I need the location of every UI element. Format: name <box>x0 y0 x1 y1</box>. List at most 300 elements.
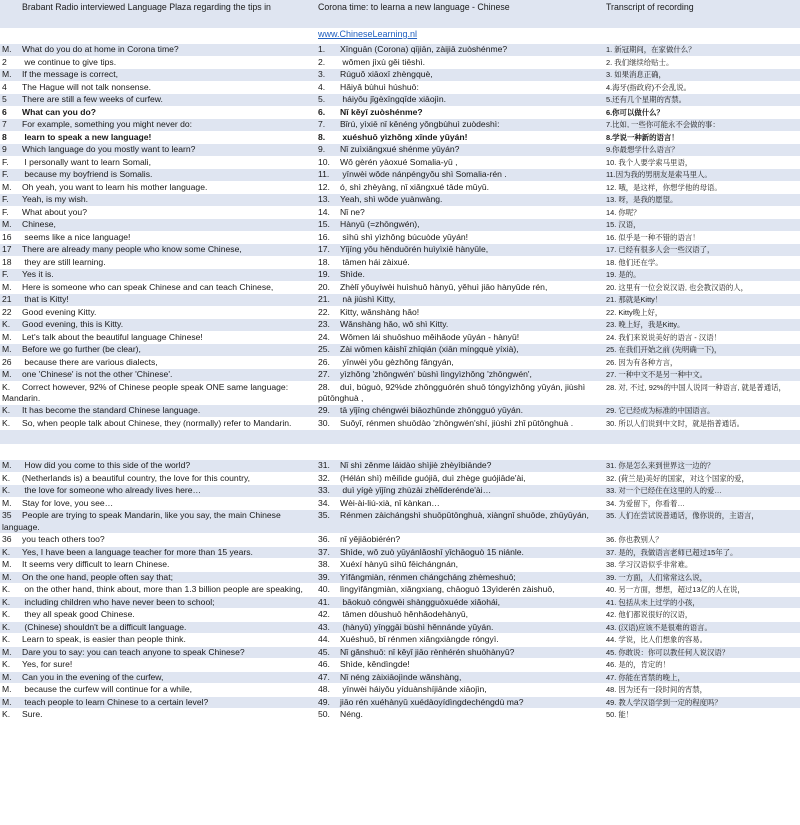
speaker-label: 22 <box>2 306 12 317</box>
pinyin-text: (Hélán shì) měilìde guójiā, duì zhège guójiāde'ài, <box>340 472 526 483</box>
chinese-cell: 20. 这里有一位会说汉语, 也会教汉语的人， <box>602 281 800 294</box>
table-row <box>0 659 800 672</box>
speaker-label: 4 <box>2 81 7 92</box>
english-text: The Hague will not talk nonsense. <box>22 81 151 92</box>
table-row <box>0 331 800 344</box>
line-number: 35. <box>318 510 330 521</box>
pinyin-cell <box>312 684 602 697</box>
chinese-cell: 48. 因为还有一段时间的宵禁， <box>602 684 800 697</box>
pinyin-cell <box>312 231 602 244</box>
english-text: we continue to give tips. <box>22 56 117 67</box>
line-number: 21. <box>318 294 330 304</box>
pinyin-cell <box>312 596 602 609</box>
pinyin-cell <box>312 319 602 332</box>
chinese-cell: 8.学说一种新的语言！ <box>602 131 800 144</box>
table-row <box>0 56 800 69</box>
pinyin-cell <box>312 417 602 430</box>
speaker-label: F. <box>2 194 9 204</box>
english-text: It has become the standard Chinese language. <box>22 405 201 416</box>
english-text: If the message is correct, <box>22 69 118 79</box>
english-text: On the one hand, people often say that; <box>22 571 173 582</box>
line-number: 5. <box>318 94 326 104</box>
table-row <box>0 696 800 709</box>
english-cell <box>0 281 312 294</box>
pinyin-text: háiyǒu jǐgèxīngqīde xiāojìn. <box>340 94 447 104</box>
speaker-label: K. <box>2 584 11 595</box>
english-cell <box>0 181 312 194</box>
pinyin-text: nǐ yějiāobiérén? <box>340 534 401 545</box>
pinyin-text: Nǐ zuìxiǎngxué shénme yǔyán? <box>340 144 460 154</box>
english-text: because there are various dialects, <box>22 356 158 367</box>
chinese-cell: 23. 晚上好，我是Kitty。 <box>602 319 800 332</box>
line-number: 2. <box>318 56 326 67</box>
pinyin-cell <box>312 671 602 684</box>
english-text: they are still learning. <box>22 256 106 267</box>
chinese-cell: 19. 是的。 <box>602 269 800 282</box>
pinyin-cell <box>312 534 602 547</box>
pinyin-text: sìhū shì yìzhǒng búcuòde yǔyán! <box>340 231 469 242</box>
table-row <box>0 534 800 547</box>
pinyin-text: Yǐjīng yǒu hěnduōrén huìyìxiē hànyǔle, <box>340 244 489 254</box>
pinyin-cell <box>312 69 602 82</box>
pinyin-text: tāmen dōushuō hěnhǎodehànyǔ, <box>340 609 469 620</box>
speaker-label: 18 <box>2 256 12 267</box>
pinyin-cell <box>312 181 602 194</box>
line-number: 4. <box>318 81 326 92</box>
pinyin-text: Xuéxí hànyǔ sìhū fēichángnán, <box>340 559 459 570</box>
chinese-cell: 34. 为爱留下，你看着… <box>602 497 800 510</box>
english-cell <box>0 194 312 207</box>
english-text: you teach others too? <box>22 534 105 545</box>
chinese-cell: 50. 能！ <box>602 709 800 722</box>
table-row <box>0 81 800 94</box>
pinyin-text: Yeah, shì wǒde yuànwàng. <box>340 194 443 204</box>
speaker-label: K. <box>2 596 11 607</box>
english-cell <box>0 369 312 382</box>
table-row <box>0 546 800 559</box>
pinyin-cell <box>312 81 602 94</box>
line-number: 25. <box>318 344 330 354</box>
line-number: 26. <box>318 356 330 367</box>
english-cell <box>0 609 312 622</box>
english-cell <box>0 460 312 473</box>
table-row <box>0 417 800 430</box>
line-number: 17. <box>318 244 330 254</box>
speaker-label: M. <box>2 696 12 707</box>
pinyin-text: Wǒmen lái shuōshuo měihǎode yǔyán - hànyǔ! <box>340 331 520 342</box>
speaker-label: F. <box>2 156 9 167</box>
chinese-cell: 11.因为我的男朋友是索马里人。 <box>602 169 800 182</box>
line-number: 12. <box>318 181 330 192</box>
chinese-cell: 7.比如, 一些你可能永不会做的事： <box>602 119 800 132</box>
english-cell <box>0 684 312 697</box>
table-row <box>0 131 800 144</box>
speaker-label: M. <box>2 369 12 379</box>
english-text: Learn to speak, is easier than people think. <box>22 634 186 645</box>
table-row <box>0 119 800 132</box>
speaker-label: M. <box>2 219 12 229</box>
speaker-label: 26 <box>2 356 12 367</box>
line-number: 16. <box>318 231 330 242</box>
header-chinese: Transcript of recording <box>602 0 800 29</box>
chinese-cell: 42. 他们都说很好的汉语， <box>602 609 800 622</box>
english-text: Stay for love, you see… <box>22 497 114 508</box>
table-row <box>0 497 800 510</box>
pinyin-cell <box>312 584 602 597</box>
pinyin-cell <box>312 331 602 344</box>
website-link[interactable]: www.ChineseLearning.nl <box>318 29 418 39</box>
table-row <box>0 244 800 257</box>
chinese-cell: 47. 你能在宵禁的晚上， <box>602 671 800 684</box>
line-number: 10. <box>318 156 330 167</box>
speaker-label: K. <box>2 659 11 670</box>
pinyin-cell <box>312 659 602 672</box>
pinyin-cell <box>312 169 602 182</box>
english-cell <box>0 559 312 572</box>
english-cell <box>0 331 312 344</box>
table-row <box>0 646 800 659</box>
english-text: the love for someone who already lives here… <box>22 485 202 496</box>
pinyin-text: Yìfāngmiàn, rénmen chángcháng zhèmeshuō; <box>340 571 516 582</box>
pinyin-text: Wǒ gèrén yàoxué Somalia-yǔ , <box>340 156 458 167</box>
chinese-cell: 21. 那就是Kitty！ <box>602 294 800 307</box>
pinyin-text: Zài wǒmen kāishǐ zhīqián (xiān míngquè yíxià), <box>340 344 519 354</box>
line-number: 22. <box>318 306 330 317</box>
pinyin-cell <box>312 106 602 119</box>
english-cell <box>0 169 312 182</box>
pinyin-text: Kitty, wǎnshàng hǎo! <box>340 306 420 317</box>
pinyin-cell <box>312 131 602 144</box>
line-number: 6. <box>318 106 326 117</box>
table-row <box>0 306 800 319</box>
line-number: 36. <box>318 534 330 545</box>
pinyin-cell <box>312 510 602 534</box>
speaker-label: 9 <box>2 144 7 154</box>
speaker-label: 16 <box>2 231 12 242</box>
pinyin-cell <box>312 219 602 232</box>
english-text: There are still a few weeks of curfew. <box>22 94 163 104</box>
table-row <box>0 256 800 269</box>
chinese-cell: 33. 对一个已经住在这里的人的爱… <box>602 485 800 498</box>
pinyin-cell <box>312 696 602 709</box>
speaker-label: K. <box>2 709 11 720</box>
chinese-cell: 3. 如果消息正确， <box>602 69 800 82</box>
pinyin-text: Hǎiyǎ bùhuì húshuō: <box>340 81 419 92</box>
line-number: 30. <box>318 417 330 428</box>
pinyin-text: nà jiùshì Kitty, <box>340 294 396 304</box>
speaker-label: 35 <box>2 510 12 521</box>
english-cell <box>0 244 312 257</box>
chinese-cell: 2. 我们继续给贴士。 <box>602 56 800 69</box>
line-number: 15. <box>318 219 330 229</box>
chinese-cell: 18. 他们还在学。 <box>602 256 800 269</box>
speaker-label: K. <box>2 381 11 392</box>
speaker-label: M. <box>2 671 12 682</box>
line-number: 19. <box>318 269 330 279</box>
line-number: 14. <box>318 206 330 217</box>
speaker-label: F. <box>2 169 9 179</box>
speaker-label: M. <box>2 69 12 79</box>
pinyin-text: Rénmen zàichángshì shuōpǔtōnghuà, xiàngnǐ shuōde, zhǔyǔyán, <box>340 510 589 521</box>
pinyin-cell <box>312 709 602 722</box>
line-number: 20. <box>318 281 330 292</box>
chinese-cell: 4.海牙(指政府)不会乱说。 <box>602 81 800 94</box>
url-row <box>0 29 800 44</box>
pinyin-text: Shìde, wǒ zuò yǔyánlǎoshī yǐchāoguò 15 niánle. <box>340 546 524 557</box>
header-row <box>0 0 800 29</box>
chinese-cell: 30. 所以人们说到中文时，就是指普通话。 <box>602 417 800 430</box>
table-row <box>0 69 800 82</box>
english-text: Chinese, <box>22 219 56 229</box>
pinyin-text: Nǐ kěyǐ zuòshénme? <box>340 106 423 117</box>
speaker-label: K. <box>2 621 11 632</box>
table-row <box>0 709 800 722</box>
pinyin-cell <box>312 621 602 634</box>
pinyin-cell <box>312 269 602 282</box>
line-number: 31. <box>318 460 330 471</box>
speaker-label: 5 <box>2 94 7 104</box>
speaker-label: M. <box>2 181 12 192</box>
line-number: 38. <box>318 559 330 570</box>
english-cell <box>0 56 312 69</box>
chinese-cell: 35. 人们在尝试说普通话，像你说的，主语言， <box>602 510 800 534</box>
pinyin-cell <box>312 485 602 498</box>
speaker-label: M. <box>2 684 12 695</box>
chinese-cell: 16. 似乎是一种不错的语言！ <box>602 231 800 244</box>
speaker-label: M. <box>2 44 12 54</box>
speaker-label: K. <box>2 405 11 416</box>
chinese-cell: 38. 学习汉语似乎非常难。 <box>602 559 800 572</box>
english-text: Yeah, is my wish. <box>22 194 89 204</box>
pinyin-cell <box>312 44 602 57</box>
english-cell <box>0 510 312 534</box>
speaker-label: K. <box>2 417 11 428</box>
english-cell <box>0 571 312 584</box>
english-cell <box>0 269 312 282</box>
pinyin-text: Nǐ néng zàixiāojìnde wǎnshàng, <box>340 671 462 682</box>
table-row <box>0 405 800 418</box>
chinese-cell: 24. 我们来说说美好的语言 - 汉语！ <box>602 331 800 344</box>
english-text: teach people to learn Chinese to a certain level? <box>22 696 209 707</box>
english-text: on the other hand, think about, more than 1.3 billion people are speaking, <box>22 584 303 595</box>
chinese-cell: 27. 一种中文不是另一种中文。 <box>602 369 800 382</box>
speaker-label: K. <box>2 609 11 620</box>
line-number: 42. <box>318 609 330 620</box>
english-cell <box>0 696 312 709</box>
english-cell <box>0 596 312 609</box>
table-row <box>0 671 800 684</box>
table-row <box>0 319 800 332</box>
line-number: 28. <box>318 381 330 392</box>
chinese-cell: 31. 你是怎么来到世界这一边的？ <box>602 460 800 473</box>
english-text: Here is someone who can speak Chinese and can teach Chinese, <box>22 281 274 292</box>
english-cell <box>0 659 312 672</box>
speaker-label: 17 <box>2 244 12 254</box>
english-cell <box>0 634 312 647</box>
english-cell <box>0 131 312 144</box>
table-row <box>0 194 800 207</box>
table-row <box>0 106 800 119</box>
pinyin-text: Néng. <box>340 709 363 720</box>
chinese-cell: 49. 教人学汉语学到一定的程度吗？ <box>602 696 800 709</box>
english-cell <box>0 405 312 418</box>
english-cell <box>0 546 312 559</box>
speaker-label: M. <box>2 571 12 582</box>
pinyin-cell <box>312 156 602 169</box>
english-cell <box>0 231 312 244</box>
pinyin-cell <box>312 381 602 405</box>
pinyin-text: yìzhǒng 'zhōngwén' bùshì lìngyìzhǒng 'zhōngwén', <box>340 369 532 379</box>
speaker-label: K. <box>2 546 11 557</box>
table-row <box>0 634 800 647</box>
speaker-label: K. <box>2 485 11 496</box>
english-text: What about you? <box>22 206 87 217</box>
table-row <box>0 369 800 382</box>
chinese-cell: 39. 一方面，人们常常这么说， <box>602 571 800 584</box>
pinyin-cell <box>312 206 602 219</box>
english-cell <box>0 497 312 510</box>
english-text: Good evening Kitty. <box>22 306 97 317</box>
pinyin-text: Nǐ gǎnshuō: nǐ kěyǐ jiāo rènhérén shuōhànyǔ? <box>340 646 515 657</box>
english-cell <box>0 256 312 269</box>
pinyin-cell <box>312 609 602 622</box>
table-row <box>0 472 800 485</box>
table-row <box>0 44 800 57</box>
english-cell <box>0 709 312 722</box>
speaker-label: M. <box>2 646 12 657</box>
english-text: that is Kitty! <box>22 294 69 304</box>
line-number: 48. <box>318 684 330 695</box>
pinyin-text: tāmen hái zàixué. <box>340 256 410 267</box>
chinese-cell: 44. 学说，比人们想象的容易。 <box>602 634 800 647</box>
english-text: including children who have never been to school; <box>22 596 215 607</box>
english-cell <box>0 119 312 132</box>
line-number: 1. <box>318 44 326 54</box>
line-number: 13. <box>318 194 330 204</box>
pinyin-cell <box>312 460 602 473</box>
english-cell <box>0 144 312 157</box>
speaker-label: K. <box>2 634 11 645</box>
pinyin-text: Bǐrú, yìxiē nǐ kěnéng yǒngbùhuì zuòdeshì: <box>340 119 500 129</box>
english-text: Can you in the evening of the curfew, <box>22 671 164 682</box>
pinyin-text: (hànyǔ) yīnggāi bùshì hěnnánde yǔyán. <box>340 621 494 632</box>
line-number: 29. <box>318 405 330 416</box>
table-row <box>0 181 800 194</box>
line-number: 40. <box>318 584 330 595</box>
english-text: Dare you to say: you can teach anyone to speak Chinese? <box>22 646 245 657</box>
english-text: For example, something you might never do: <box>22 119 193 129</box>
chinese-cell: 1. 新冠期间，在家做什么？ <box>602 44 800 57</box>
pinyin-cell <box>312 281 602 294</box>
pinyin-cell <box>312 256 602 269</box>
speaker-label: M. <box>2 331 12 342</box>
english-text: (Netherlands is) a beautiful country, the love for this country, <box>22 472 251 483</box>
chinese-cell: 32. (荷兰是)美好的国家，对这个国家的爱， <box>602 472 800 485</box>
pinyin-text: Xuéshuō, bǐ rénmen xiǎngxiàngde róngyì. <box>340 634 499 645</box>
chinese-cell: 41. 包括从未上过学的小孩， <box>602 596 800 609</box>
pinyin-cell <box>312 356 602 369</box>
chinese-cell: 26. 因为有各种方言， <box>602 356 800 369</box>
english-cell <box>0 319 312 332</box>
pinyin-text: Wèi-ài-liú-xià, nǐ kànkan… <box>340 497 440 508</box>
line-number: 43. <box>318 621 330 632</box>
english-cell <box>0 417 312 430</box>
chinese-cell: 17. 已经有很多人会一些汉语了， <box>602 244 800 257</box>
table-row <box>0 219 800 232</box>
chinese-cell: 36. 你也教别人？ <box>602 534 800 547</box>
english-text: It seems very difficult to learn Chinese. <box>22 559 170 570</box>
line-number: 34. <box>318 497 330 508</box>
table-row <box>0 596 800 609</box>
table-row <box>0 381 800 405</box>
pinyin-text: xuéshuō yìzhǒng xīnde yǔyán! <box>340 131 468 142</box>
english-cell <box>0 219 312 232</box>
pinyin-text: Nǐ shì zěnme láidào shìjiè zhèyìbiānde? <box>340 460 492 471</box>
english-cell <box>0 294 312 307</box>
english-text: learn to speak a new language! <box>22 131 152 142</box>
english-text: Before we go further (be clear), <box>22 344 141 354</box>
table-row <box>0 510 800 534</box>
english-text: So, when people talk about Chinese, they (normally) refer to Mandarin. <box>22 417 292 428</box>
table-row <box>0 559 800 572</box>
pinyin-cell <box>312 405 602 418</box>
pinyin-text: Hànyǔ (=zhōngwén), <box>340 219 420 229</box>
english-cell <box>0 472 312 485</box>
chinese-cell: 10. 我个人要学索马里语， <box>602 156 800 169</box>
pinyin-text: Wǎnshàng hǎo, wǒ shì Kitty. <box>340 319 449 329</box>
english-text: they all speak good Chinese. <box>22 609 135 620</box>
table-row <box>0 169 800 182</box>
english-text: What do you do at home in Corona time? <box>22 44 179 54</box>
english-text: I personally want to learn Somali, <box>22 156 151 167</box>
line-number: 27. <box>318 369 330 379</box>
english-text: Good evening, this is Kitty. <box>22 319 124 329</box>
pinyin-text: Zhèlǐ yǒuyíwèi huìshuō hànyǔ, yěhuì jiāo hànyǔde rén, <box>340 281 548 292</box>
table-row <box>0 621 800 634</box>
pinyin-cell <box>312 94 602 107</box>
speaker-label: 36 <box>2 534 12 545</box>
english-cell <box>0 534 312 547</box>
line-number: 3. <box>318 69 326 79</box>
english-text: (Chinese) shouldn't be a difficult language. <box>22 621 187 632</box>
line-number: 8. <box>318 131 326 142</box>
pinyin-cell <box>312 546 602 559</box>
line-number: 39. <box>318 571 330 582</box>
pinyin-text: tā yǐjīng chéngwéi biāozhǔnde zhōngguó yǔyán. <box>340 405 523 416</box>
chinese-cell: 12. 哦，是这样，你想学他的母语。 <box>602 181 800 194</box>
table-row <box>0 144 800 157</box>
chinese-cell: 46. 是的，肯定的！ <box>602 659 800 672</box>
table-row <box>0 206 800 219</box>
english-cell <box>0 94 312 107</box>
table-row <box>0 609 800 622</box>
english-text: Let's talk about the beautiful language Chinese! <box>22 331 203 342</box>
english-text: Yes, I have been a language teacher for more than 15 years. <box>22 546 253 557</box>
pinyin-cell <box>312 571 602 584</box>
speaker-label: M. <box>2 559 12 570</box>
line-number: 44. <box>318 634 330 645</box>
table-row <box>0 269 800 282</box>
line-number: 41. <box>318 596 330 607</box>
english-cell <box>0 344 312 357</box>
english-cell <box>0 44 312 57</box>
pinyin-cell <box>312 646 602 659</box>
section-divider <box>0 445 800 460</box>
chinese-cell: 40. 另一方面，想想，超过13亿的人在说， <box>602 584 800 597</box>
speaker-label: 21 <box>2 294 12 304</box>
speaker-label: 7 <box>2 119 7 129</box>
table-row <box>0 344 800 357</box>
